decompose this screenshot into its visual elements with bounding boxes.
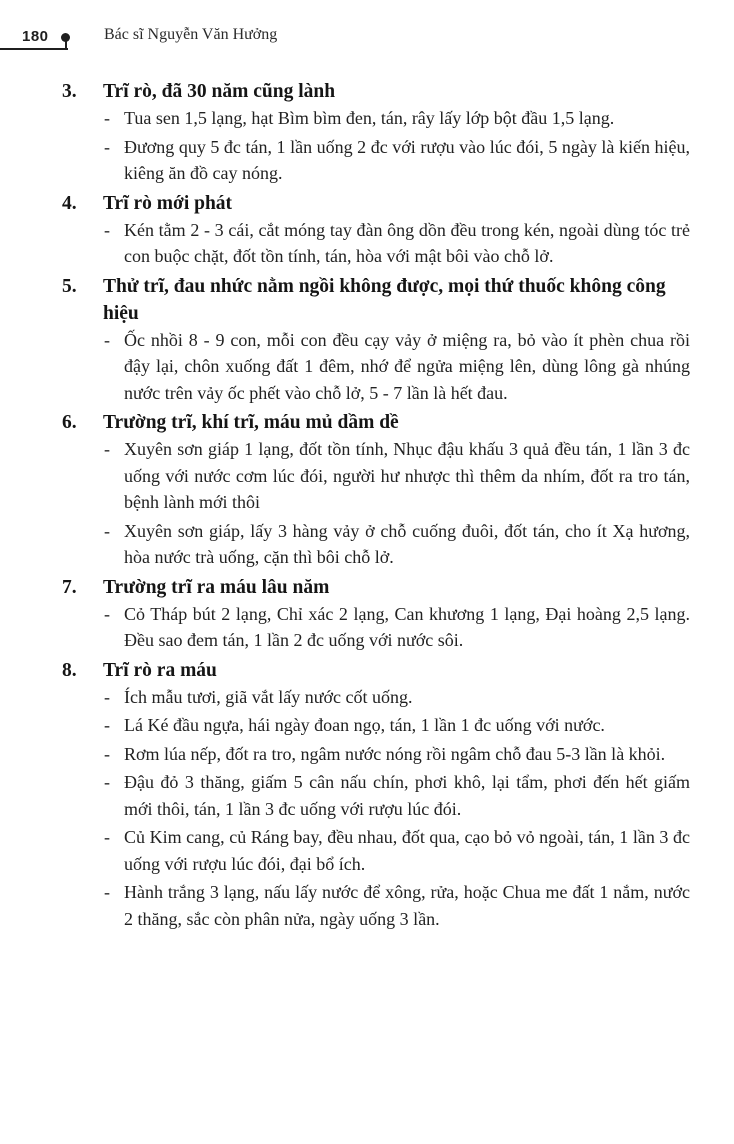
dash-marker: - (104, 772, 110, 792)
dash-marker: - (104, 439, 110, 459)
list-item (62, 436, 690, 516)
list-item-text: Cỏ Tháp bút 2 lạng, Chỉ xác 2 lạng, Can khương 1 lạng, Đại hoàng 2,5 lạng. Đều sao đem tán, 1 lần 2 đc uống với nước sôi. (124, 603, 690, 650)
list-item (62, 712, 690, 739)
section-number: 7. (62, 576, 77, 598)
list-item-text: Đậu đỏ 3 thăng, giấm 5 cân nấu chín, phơi khô, lại tẩm, phơi đến hết giấm mới thôi, tán, 1 lần 3 đc uống với rượu lúc đói. (124, 772, 690, 819)
dash-marker: - (104, 715, 110, 735)
running-title: Bác sĩ Nguyễn Văn Hưởng (104, 26, 278, 43)
list-item-text: Củ Kim cang, củ Ráng bay, đều nhau, đốt qua, cạo bỏ vỏ ngoài, tán, 1 lần 3 đc uống với rượu lúc đói, đại bổ ích. (124, 827, 690, 874)
section-heading (62, 409, 690, 436)
list-item (62, 601, 690, 654)
dash-marker: - (104, 329, 110, 350)
section-heading (62, 657, 690, 684)
list-item-text: Đương quy 5 đc tán, 1 lần uống 2 đc với rượu vào lúc đói, 5 ngày là kiến hiệu, kiêng ăn đồ cay nóng. (124, 136, 690, 183)
section-title: Trường trĩ ra máu lâu năm (103, 576, 330, 598)
list-item (62, 879, 690, 932)
list-item (62, 518, 690, 571)
section-heading (62, 78, 690, 105)
list-item-text: Xuyên sơn giáp 1 lạng, đốt tồn tính, Nhục đậu khấu 3 quả đều tán, 1 lần 3 đc uống với nước cơm lúc đói, người hư nhược thì thêm da nhím, đốt ra tro tán, bệnh lành mới thôi (124, 439, 690, 512)
section-6 (62, 409, 690, 571)
section-number: 8. (62, 659, 77, 681)
list-item (62, 824, 690, 877)
list-item-text: Ích mẫu tươi, giã vắt lấy nước cốt uống. (124, 686, 413, 707)
list-item-text: Rơm lúa nếp, đốt ra tro, ngâm nước nóng rồi ngâm chỗ đau 5-3 lần là khỏi. (124, 743, 666, 764)
section-7 (62, 574, 690, 654)
list-item (62, 741, 690, 768)
dash-marker: - (104, 603, 110, 624)
section-title: Trường trĩ, khí trĩ, máu mủ dầm dề (103, 412, 399, 433)
list-item-text: Lá Ké đầu ngựa, hái ngày đoan ngọ, tán, 1 lần 1 đc uống với nước. (124, 715, 605, 735)
page-number: 180 (22, 28, 49, 45)
header-bullet-icon (61, 33, 70, 42)
list-item (62, 105, 690, 132)
list-item (62, 134, 690, 187)
section-title: Trĩ rò, đã 30 năm cũng lành (103, 81, 336, 102)
section-5 (62, 273, 690, 407)
dash-marker: - (104, 136, 110, 157)
dash-marker: - (104, 219, 110, 240)
dash-marker: - (104, 686, 110, 707)
dash-marker: - (104, 743, 110, 764)
list-item (62, 217, 690, 270)
dash-marker: - (104, 108, 110, 128)
section-8 (62, 657, 690, 933)
page-header (0, 18, 734, 58)
header-rule (0, 48, 68, 50)
list-item-text: Hành trắng 3 lạng, nấu lấy nước để xông, rửa, hoặc Chua me đất 1 nắm, nước 2 thăng, sắc còn phân nửa, ngày uống 3 lần. (124, 882, 690, 929)
page-content (62, 78, 690, 935)
section-number: 6. (62, 412, 77, 433)
section-3 (62, 78, 690, 187)
list-item-text: Kén tằm 2 - 3 cái, cắt móng tay đàn ông dồn đều trong kén, ngoài dùng tóc trẻ con buộc chặt, đốt tồn tính, tán, hòa với mật bôi vào chỗ lở. (124, 219, 690, 266)
dash-marker: - (104, 827, 110, 847)
list-item (62, 327, 690, 407)
section-heading (62, 574, 690, 601)
section-number: 3. (62, 81, 77, 102)
list-item (62, 684, 690, 711)
list-item-text: Xuyên sơn giáp, lấy 3 hàng vảy ở chỗ cuống đuôi, đốt tán, cho ít Xạ hương, hòa nước trà uống, cặn thì bôi chỗ lở. (124, 520, 690, 567)
dash-marker: - (104, 520, 110, 541)
list-item-text: Tua sen 1,5 lạng, hạt Bìm bìm đen, tán, rây lấy lớp bột đầu 1,5 lạng. (124, 108, 615, 128)
list-item-text: Ốc nhồi 8 - 9 con, mỗi con đều cạy vảy ở miệng ra, bỏ vào ít phèn chua rồi đậy lại, chôn xuống đất 1 đêm, nhớ để ngửa miệng lên, dùng lông gà nhúng nước trên vảy ốc phết vào chỗ lở, 5 - 7 lần là hết đau. (124, 329, 690, 403)
section-title: Trĩ rò ra máu (103, 659, 217, 681)
section-title: Trĩ rò mới phát (103, 192, 233, 214)
list-item (62, 769, 690, 822)
section-number: 5. (62, 275, 77, 297)
section-4 (62, 190, 690, 270)
section-heading (62, 273, 690, 327)
section-heading (62, 190, 690, 217)
section-title: Thử trĩ, đau nhức nằm ngồi không được, mọi thứ thuốc không công hiệu (103, 275, 666, 324)
section-number: 4. (62, 192, 77, 214)
dash-marker: - (104, 882, 110, 902)
